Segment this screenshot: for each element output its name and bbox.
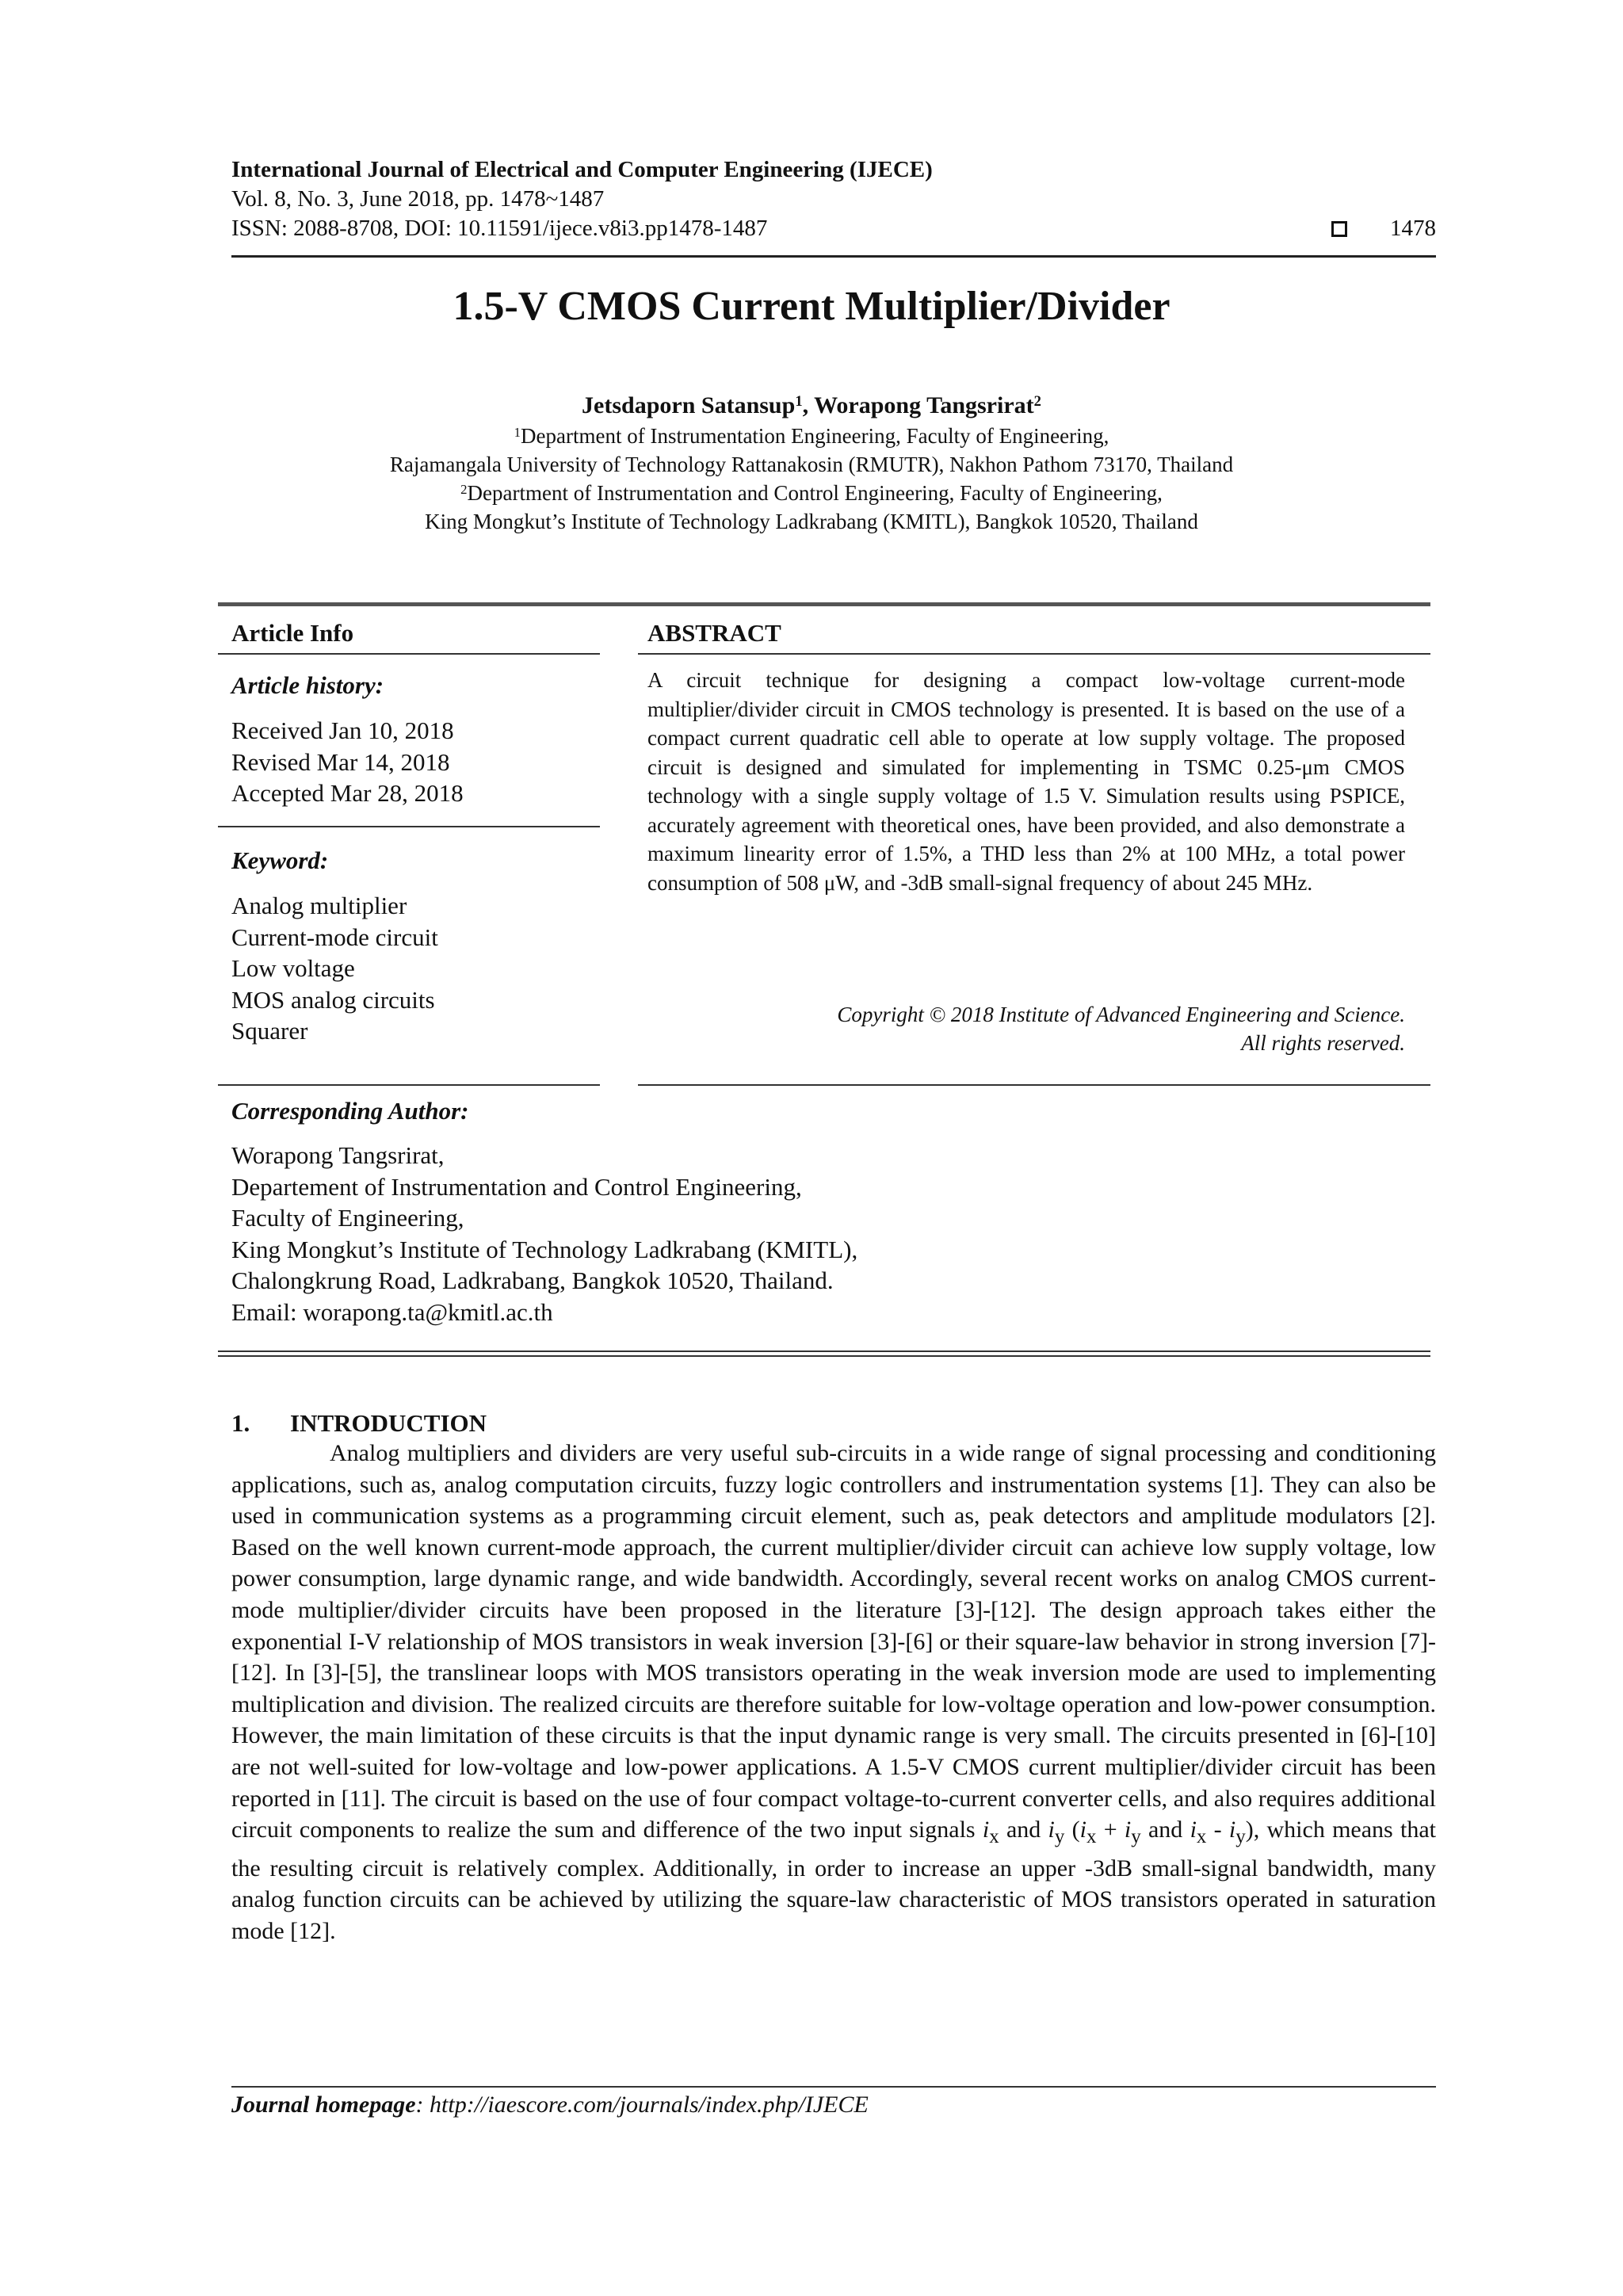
article-info-heading-wrap bbox=[231, 617, 596, 649]
keyword-item: Analog multiplier bbox=[231, 892, 407, 919]
copyright-line-2: All rights reserved. bbox=[1241, 1031, 1405, 1055]
minus-sign: - bbox=[1206, 1817, 1229, 1843]
abstract-bottom-rule bbox=[638, 1084, 1430, 1086]
and-word: and bbox=[999, 1817, 1048, 1843]
corresponding-line: Faculty of Engineering, bbox=[231, 1204, 464, 1232]
journal-homepage-footer bbox=[231, 2089, 869, 2121]
copyright-notice bbox=[647, 1000, 1405, 1057]
affiliation-1-line-2: Rajamangala University of Technology Rattanakosin (RMUTR), Nakhon Pathom 73170, Thailand bbox=[389, 453, 1234, 476]
var-i: i bbox=[982, 1817, 990, 1843]
var-i: i bbox=[1228, 1817, 1236, 1843]
journal-issn: ISSN: 2088-8708, DOI: 10.11591/ijece.v8i3.pp1478-1487 bbox=[231, 216, 768, 241]
plus-sign: + bbox=[1096, 1817, 1125, 1843]
author-2: Worapong Tangsrirat bbox=[814, 392, 1034, 418]
author-block bbox=[0, 390, 1623, 536]
author-1-sup: 1 bbox=[795, 392, 803, 410]
info-box-bottom-rule-2 bbox=[218, 1355, 1430, 1357]
section-heading-introduction bbox=[231, 1408, 487, 1439]
footer-rule bbox=[231, 2086, 1436, 2088]
aff-2-text: Department of Instrumentation and Control Engineering, Faculty of Engineering, bbox=[467, 481, 1163, 505]
var-i: i bbox=[1048, 1817, 1055, 1843]
keyword-item: MOS analog circuits bbox=[231, 985, 435, 1014]
corresponding-line: Worapong Tangsrirat, bbox=[231, 1141, 445, 1169]
history-revised: Revised Mar 14, 2018 bbox=[231, 747, 450, 776]
and-word: and bbox=[1140, 1817, 1190, 1843]
var-i: i bbox=[1124, 1817, 1132, 1843]
page-number: 1478 bbox=[1390, 216, 1436, 241]
paper-title: 1.5-V CMOS Current Multiplier/Divider bbox=[453, 284, 1170, 329]
sub-y: y bbox=[1235, 1826, 1246, 1848]
open-paren: ( bbox=[1064, 1817, 1080, 1843]
square-box-icon bbox=[1331, 221, 1347, 237]
sub-y: y bbox=[1131, 1826, 1141, 1848]
section-number: 1. bbox=[231, 1409, 250, 1437]
corresponding-author-heading: Corresponding Author: bbox=[231, 1097, 469, 1125]
author-separator: , bbox=[802, 392, 815, 418]
author-2-sup: 2 bbox=[1033, 392, 1041, 410]
article-info-rule bbox=[218, 653, 600, 655]
corresponding-line: Chalongkrung Road, Ladkrabang, Bangkok 10520, Thailand. bbox=[231, 1266, 834, 1294]
aff-1-text: Department of Instrumentation Engineering, Faculty of Engineering, bbox=[521, 424, 1109, 448]
author-names bbox=[0, 390, 1623, 422]
keyword-item: Squarer bbox=[231, 1017, 308, 1045]
author-1: Jetsdaporn Satansup bbox=[582, 392, 796, 418]
intro-text-part-1: Analog multipliers and dividers are very useful sub-circuits in a wide range of signal processing and conditioning applications, such as, analog computation circuits, fuzzy logic controllers and instrumentation systems [1]. They can also be used in communication systems as a programming circuit element, such as, peak detectors and amplitude modulators [2]. Based on the well known current-mode approach, the current multiplier/divider circuit can achieve low supply voltage, low power consumption, large dynamic range, and wide bandwidth. Accordingly, several recent works on analog CMOS current-mode multiplier/divider circuits have been proposed in the literature [3]-[12]. The design approach takes either the exponential I-V relationship of MOS transistors in weak inversion [3]-[6] or their square-law behavior in strong inversion [7]-[12]. In [3]-[5], the translinear loops with MOS transistors operating in the weak inversion mode are used to implementing multiplication and division. The realized circuits are therefore suitable for low-voltage operation and low-power consumption. However, the main limitation of these circuits is that the input dynamic range is very small. The circuits presented in [6]-[10] are not well-suited for low-voltage and low-power applications. A 1.5-V CMOS current multiplier/divider circuit has been reported in [11]. The circuit is based on the use of four compact voltage-to-current converter cells, and also requires additional circuit components to realize the sum and difference of the two input signals bbox=[231, 1440, 1436, 1843]
copyright-line-1: Copyright © 2018 Institute of Advanced Engineering and Science. bbox=[837, 1003, 1405, 1026]
info-box-bottom-rule-1 bbox=[218, 1350, 1430, 1352]
abstract-rule bbox=[638, 653, 1430, 655]
history-received: Received Jan 10, 2018 bbox=[231, 716, 454, 744]
sub-x: x bbox=[1086, 1826, 1097, 1848]
sub-y: y bbox=[1054, 1826, 1065, 1848]
keyword-heading: Keyword: bbox=[231, 846, 329, 874]
homepage-url-link[interactable]: http://iaescore.com/journals/index.php/IJECE bbox=[430, 2092, 869, 2118]
journal-volume: Vol. 8, No. 3, June 2018, pp. 1478~1487 bbox=[231, 186, 605, 212]
page-number-block bbox=[1331, 214, 1436, 243]
aff-1-sup: 1 bbox=[514, 424, 521, 440]
abstract-text: A circuit technique for designing a compact low-voltage current-mode multiplier/divider circuit in CMOS technology is presented. It is based on the use of a compact current quadratic cell able to operate at low supply voltage. The proposed circuit is designed and simulated for implementing in TSMC 0.25-μm CMOS technology with a single supply voltage of 1.5 V. Simulation results using PSPICE, accurately agreement with theoretical ones, have been provided, and also demonstrate a maximum linearity error of 1.5%, a THD less than 2% at 100 MHz, a total power consumption of 508 μW, and -3dB small-signal frequency of about 245 MHz. bbox=[647, 668, 1405, 895]
introduction-paragraph bbox=[231, 1438, 1436, 1947]
article-history-list bbox=[231, 715, 596, 809]
affiliation-2-line-2: King Mongkut’s Institute of Technology Ladkrabang (KMITL), Bangkok 10520, Thailand bbox=[425, 510, 1198, 533]
homepage-label: Journal homepage bbox=[231, 2092, 416, 2118]
corresponding-email: Email: worapong.ta@kmitl.ac.th bbox=[231, 1297, 553, 1326]
keyword-list bbox=[231, 890, 596, 1047]
article-info-heading: Article Info bbox=[231, 619, 354, 647]
var-i: i bbox=[1079, 1817, 1086, 1843]
keyword-block bbox=[231, 845, 596, 1047]
article-history-block bbox=[231, 670, 596, 809]
keyword-item: Low voltage bbox=[231, 954, 355, 982]
intro-text-part-2: ), which means that the resulting circuit is relatively complex. Additionally, in order to increase an upper -3dB small-signal bandwidth, many analog function circuits can be achieved by utilizing the square-law characteristic of MOS transistors operated in saturation mode [12]. bbox=[231, 1817, 1436, 1944]
var-i: i bbox=[1190, 1817, 1197, 1843]
homepage-colon: : bbox=[415, 2092, 430, 2118]
abstract-heading: ABSTRACT bbox=[647, 619, 781, 647]
journal-header bbox=[231, 155, 1436, 243]
affiliation-1-line-1 bbox=[0, 422, 1623, 450]
sub-x: x bbox=[989, 1826, 999, 1848]
article-history-heading: Article history: bbox=[231, 671, 384, 699]
corresponding-author-details bbox=[231, 1140, 857, 1328]
journal-name: International Journal of Electrical and Computer Engineering (IJECE) bbox=[231, 157, 933, 182]
history-rule bbox=[218, 826, 600, 827]
header-rule bbox=[231, 255, 1436, 258]
history-accepted: Accepted Mar 28, 2018 bbox=[231, 779, 464, 807]
corresponding-line: King Mongkut’s Institute of Technology Ladkrabang (KMITL), bbox=[231, 1235, 858, 1263]
keyword-rule bbox=[218, 1084, 600, 1086]
corresponding-line: Departement of Instrumentation and Control Engineering, bbox=[231, 1172, 802, 1201]
affiliation-2-line-1 bbox=[0, 479, 1623, 507]
sub-x: x bbox=[1196, 1826, 1207, 1848]
info-box-top-rule bbox=[218, 602, 1430, 606]
aff-2-sup: 2 bbox=[460, 481, 468, 497]
keyword-item: Current-mode circuit bbox=[231, 923, 438, 951]
section-title: INTRODUCTION bbox=[290, 1409, 487, 1437]
